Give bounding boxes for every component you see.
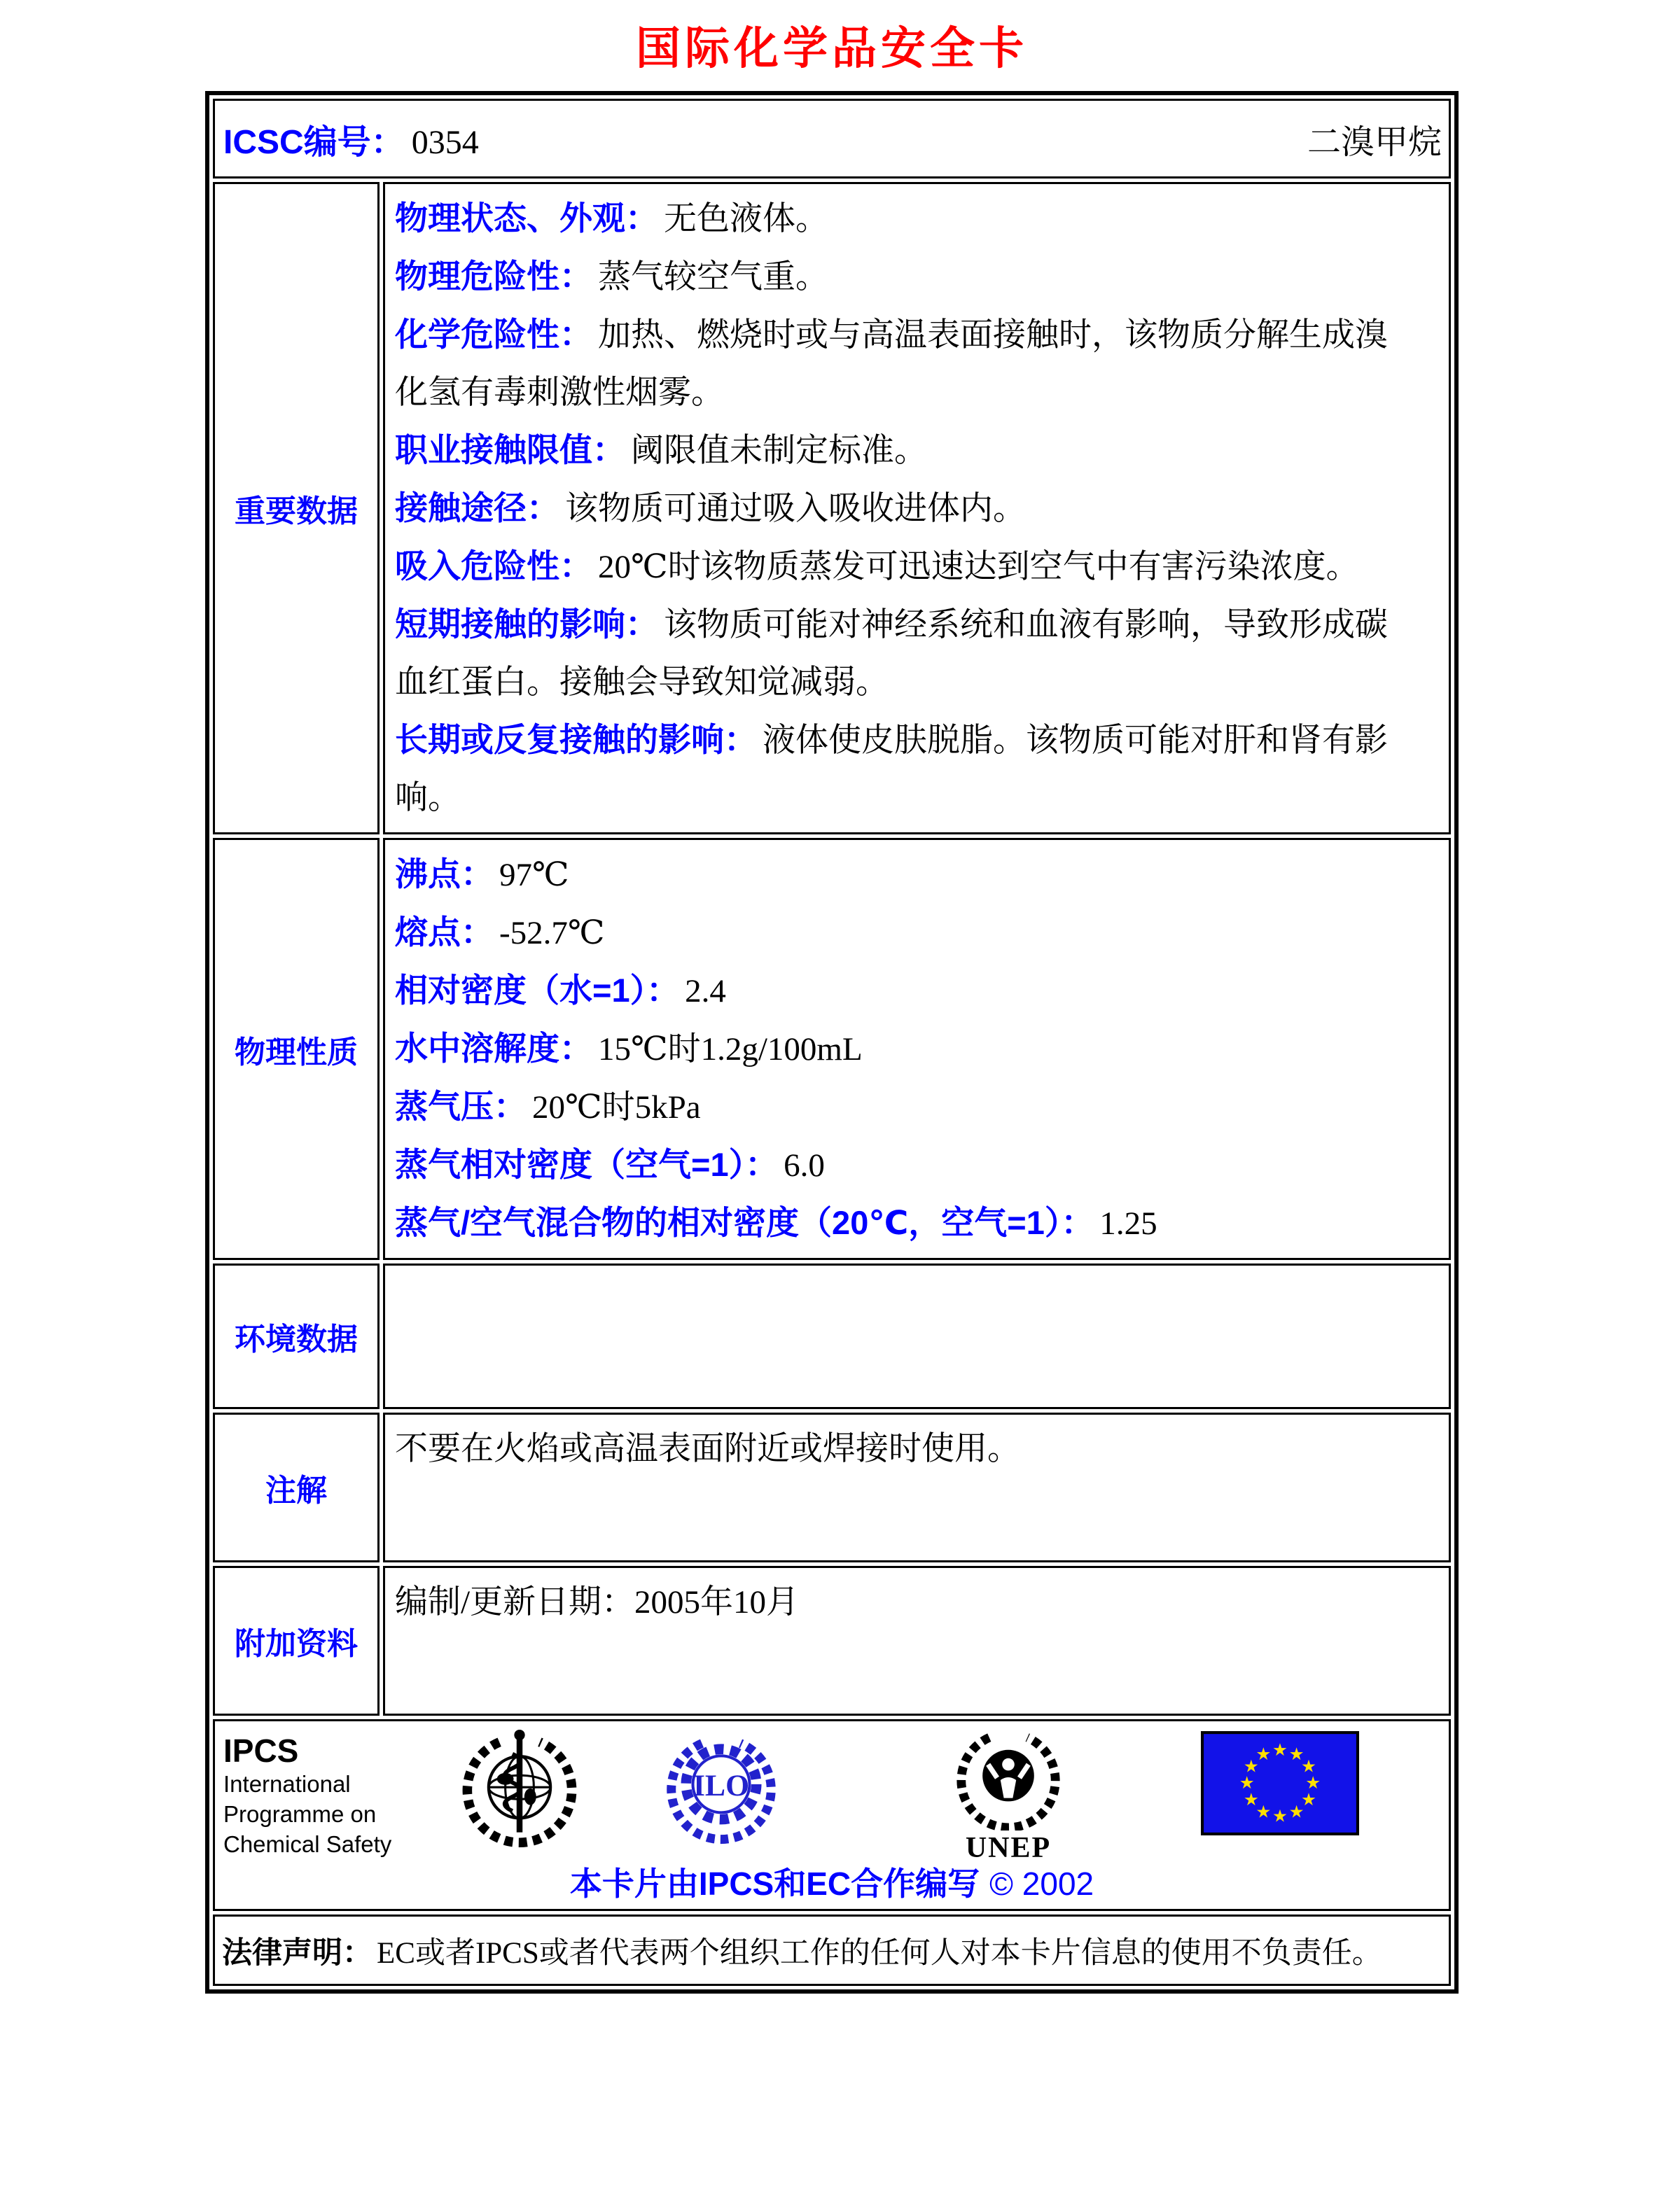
field-value: 1.25 <box>1099 1205 1157 1242</box>
legal-cell <box>213 1914 1451 1986</box>
ipcs-subtitle-line: International <box>223 1771 351 1797</box>
data-line <box>395 1574 1419 1631</box>
svg-text:★: ★ <box>1272 1740 1288 1760</box>
data-line <box>395 421 1419 479</box>
field-value: -52.7℃ <box>499 915 605 951</box>
legal-label: 法律声明： <box>222 1935 373 1970</box>
legal-text: EC或者IPCS或者代表两个组织工作的任何人对本卡片信息的使用不负责任。 <box>377 1936 1382 1970</box>
field-value: 液体使皮肤脱脂。该物质可能对肝和肾有影响。 <box>395 722 1388 816</box>
field-value: 15℃时1.2g/100mL <box>598 1031 863 1068</box>
copyright-line <box>215 1858 1449 1905</box>
field-value: 编制/更新日期：2005年10月 <box>395 1584 800 1620</box>
logos-cell <box>213 1719 1451 1911</box>
field-label: 熔点： <box>395 913 494 951</box>
icsc-header-content <box>223 115 1442 163</box>
section-label-important-data: 重要数据 <box>213 182 380 834</box>
svg-text:★: ★ <box>1243 1790 1259 1809</box>
svg-text:★: ★ <box>1288 1745 1304 1765</box>
section-row-physical-properties <box>213 838 1451 1260</box>
svg-text:★: ★ <box>1255 1802 1272 1822</box>
field-value: 6.0 <box>784 1147 825 1184</box>
field-label: 短期接触的影响： <box>395 606 658 643</box>
svg-text:★: ★ <box>1288 1802 1304 1822</box>
field-value: 加热、燃烧时或与高温表面接触时，该物质分解生成溴化氢有毒刺激性烟雾。 <box>395 317 1388 411</box>
who-logo-icon <box>460 1726 579 1858</box>
ilo-logo-icon <box>665 1730 778 1850</box>
data-line <box>395 1194 1419 1252</box>
page-title: 国际化学品安全卡 <box>636 23 1028 74</box>
eu-flag-icon <box>1201 1731 1359 1835</box>
data-line <box>395 1420 1419 1478</box>
field-label: 水中溶解度： <box>395 1030 592 1067</box>
data-line <box>395 306 1419 421</box>
icsc-header-cell <box>213 99 1451 178</box>
ipcs-text-block <box>223 1732 391 1859</box>
data-line <box>395 190 1419 248</box>
field-label: 物理危险性： <box>395 258 592 295</box>
ipcs-title: IPCS <box>223 1732 299 1769</box>
data-line <box>395 479 1419 538</box>
field-label: 吸入危险性： <box>395 547 592 584</box>
data-line <box>395 904 1419 962</box>
svg-text:★: ★ <box>1243 1757 1259 1777</box>
section-row-additional-information <box>213 1566 1451 1716</box>
icsc-number-value: 0354 <box>411 123 479 161</box>
data-line <box>395 596 1419 711</box>
field-label: 化学危险性： <box>395 316 592 353</box>
field-label: 沸点： <box>395 855 494 892</box>
svg-text:★: ★ <box>1301 1757 1317 1777</box>
copyright-text: 本卡片由IPCS和EC合作编写 <box>569 1865 980 1902</box>
data-line <box>395 1078 1419 1136</box>
section-label-environmental-data: 环境数据 <box>213 1264 380 1409</box>
icsc-card-table <box>205 91 1459 1994</box>
icsc-number-group <box>223 115 479 163</box>
logos-row <box>213 1719 1451 1911</box>
section-content-physical-properties <box>383 838 1451 1260</box>
field-value: 阈限值未制定标准。 <box>631 433 927 469</box>
svg-text:★: ★ <box>1239 1774 1255 1793</box>
svg-text:★: ★ <box>1255 1745 1272 1765</box>
unep-logo-block <box>949 1724 1068 1862</box>
data-line <box>395 1020 1419 1078</box>
field-value: 无色液体。 <box>664 201 828 237</box>
section-label-notes: 注解 <box>213 1413 380 1562</box>
field-value: 该物质可能对神经系统和血液有影响，导致形成碳血红蛋白。接触会导致知觉减弱。 <box>395 607 1388 701</box>
field-label: 相对密度（水=1）： <box>395 972 680 1009</box>
unep-logo-icon <box>952 1724 1064 1830</box>
section-content-environmental-data <box>383 1264 1451 1409</box>
field-label: 接触途径： <box>395 489 559 526</box>
section-content-additional-information <box>383 1566 1451 1716</box>
field-value: 20℃时该物质蒸发可迅速达到空气中有害污染浓度。 <box>598 549 1359 585</box>
section-row-important-data <box>213 182 1451 834</box>
section-content-important-data <box>383 182 1451 834</box>
ilo-letters: ILO <box>693 1769 750 1803</box>
field-value: 不要在火焰或高温表面附近或焊接时使用。 <box>395 1431 1020 1467</box>
data-line <box>395 962 1419 1020</box>
copyright-year: © 2002 <box>989 1865 1094 1902</box>
ipcs-subtitle-line: Programme on <box>223 1801 377 1827</box>
field-value: 20℃时5kPa <box>532 1089 701 1126</box>
data-line <box>395 538 1419 596</box>
section-row-notes <box>213 1413 1451 1562</box>
data-line <box>395 248 1419 306</box>
section-row-environmental-data <box>213 1264 1451 1409</box>
section-label-physical-properties: 物理性质 <box>213 838 380 1260</box>
ipcs-subtitle-line: Chemical Safety <box>223 1831 392 1857</box>
svg-text:★: ★ <box>1305 1774 1321 1793</box>
svg-text:★: ★ <box>1301 1790 1317 1809</box>
field-label: 长期或反复接触的影响： <box>395 721 757 758</box>
icsc-number-label: ICSC编号： <box>223 123 405 161</box>
data-line <box>395 846 1419 904</box>
field-label: 蒸气/空气混合物的相对密度（20℃，空气=1）： <box>395 1204 1094 1241</box>
field-value: 97℃ <box>499 857 569 893</box>
svg-text:★: ★ <box>1272 1807 1288 1826</box>
icsc-header-row <box>213 99 1451 178</box>
unep-label: UNEP <box>965 1832 1052 1864</box>
section-content-notes <box>383 1413 1451 1562</box>
section-label-additional-information: 附加资料 <box>213 1566 380 1716</box>
field-value: 蒸气较空气重。 <box>598 259 828 295</box>
field-label: 物理状态、外观： <box>395 200 658 237</box>
unep-figure-head <box>1002 1758 1015 1771</box>
field-label: 蒸气相对密度（空气=1）： <box>395 1146 779 1183</box>
field-value: 该物质可通过吸入吸收进体内。 <box>565 491 1026 527</box>
field-label: 职业接触限值： <box>395 431 625 468</box>
legal-row <box>213 1914 1451 1986</box>
field-value: 2.4 <box>685 973 726 1009</box>
field-label: 蒸气压： <box>395 1088 527 1125</box>
data-line <box>395 1136 1419 1194</box>
data-line <box>395 711 1419 827</box>
chemical-name: 二溴甲烷 <box>1307 123 1442 161</box>
